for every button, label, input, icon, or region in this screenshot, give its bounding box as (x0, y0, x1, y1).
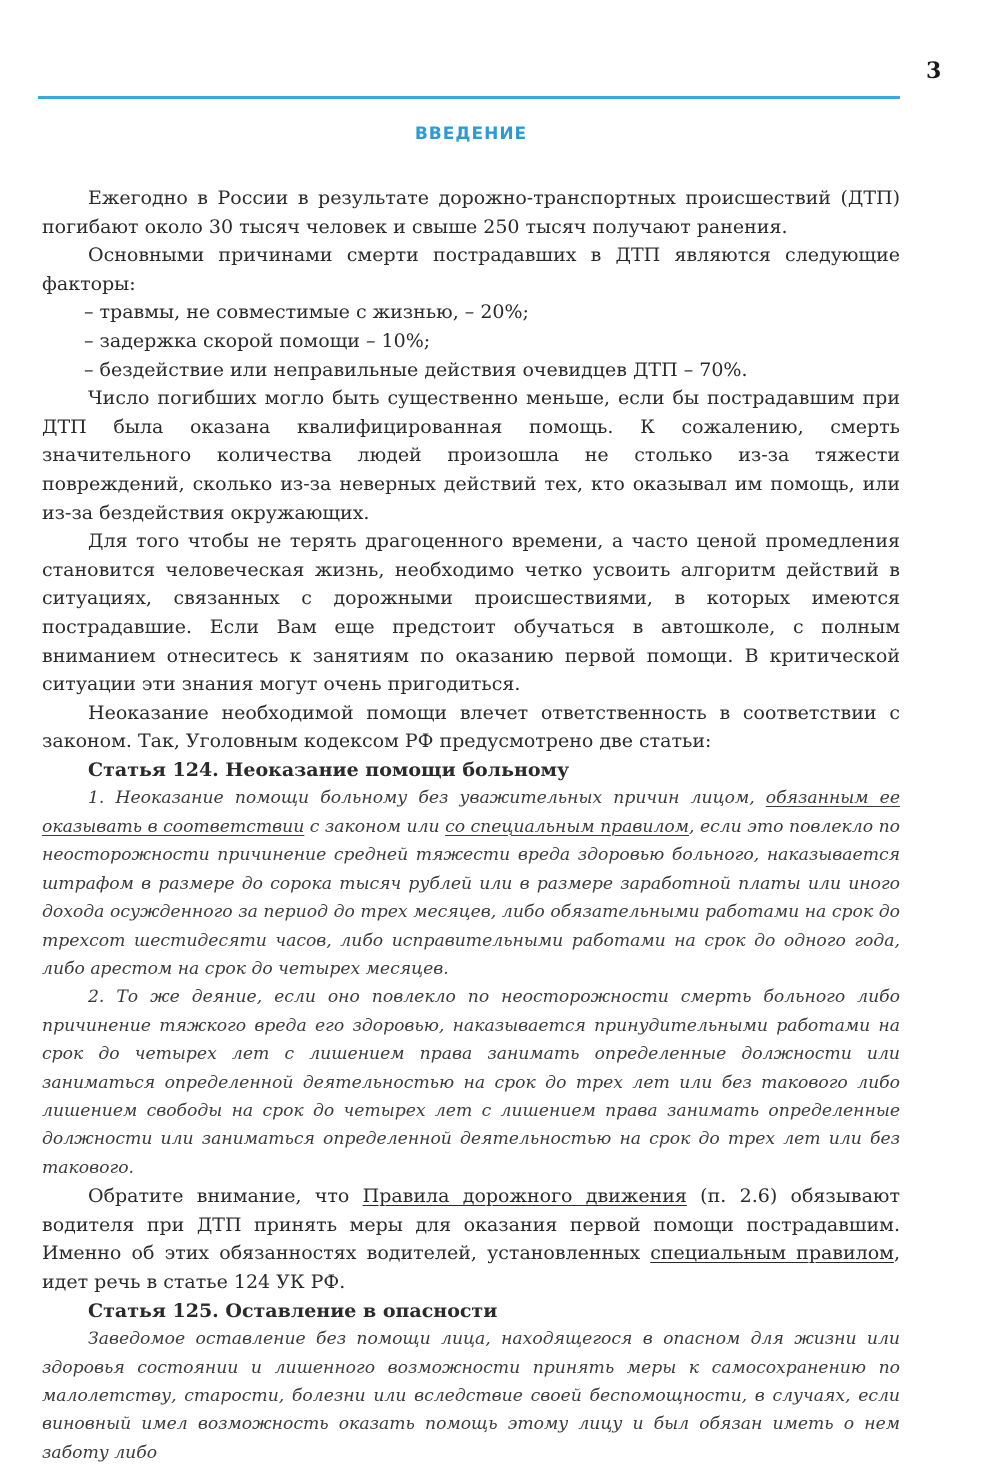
underlined-phrase: со специальным правилом (445, 816, 689, 837)
note-paragraph: Обратите внимание, что Правила дорожного движения (п. 2.6) обязывают водителя при ДТП принять меры для оказания первой помощи пострадавшим. Именно об этих обязанностях водителей, установленных специальным правилом, идет речь в статье 124 УК РФ. (42, 1185, 900, 1293)
article-124-part-2: 2. То же деяние, если оно повлекло по неосторожности смерть больного либо причинение тяжкого вреда его здоровью, наказывается принудительными работами на срок до четырех лет с лишением права занимать определенные должности или заниматься определенной деятельностью на срок до трех лет или без такового либо лишением свободы на срок до четырех лет с лишением права занимать определенные должности или заниматься определенной деятельностью на срок до трех лет или без такового. (42, 987, 900, 1178)
causes-list (42, 298, 900, 384)
intro-paragraph-2: Основными причинами смерти пострадавших в ДТП являются следующие факторы: (42, 244, 900, 295)
underlined-phrase: специальным правилом (650, 1242, 894, 1265)
section-heading: ВВЕДЕНИЕ (414, 124, 528, 144)
intro-paragraph-3: Число погибших могло быть существенно меньше, если бы пострадавшим при ДТП была оказана квалифицированная помощь. К сожалению, смерть значительного количества людей произошла не столько из-за тяжести повреждений, сколько из-за неверных действий тех, кто оказывал им помощь, или из-за бездействия окружающих. (42, 387, 900, 524)
underlined-phrase: обязанным ее оказывать в соответствии (42, 788, 900, 837)
page-number: 3 (926, 58, 942, 84)
article-124-part-1: 1. Неоказание помощи больному без уважительных причин лицом, обязанным ее оказывать в соответствии с законом или со специальным правилом, если это повлекло по неосторожности причинение средней тяжести вреда здоровью больного, наказывается штрафом в размере до сорока тысяч рублей или в размере заработной платы или иного дохода осужденного за период до трех месяцев, либо обязательными работами на срок до трехсот шестидесяти часов, либо исправительными работами на срок до одного года, либо арестом на срок до четырех месяцев. (42, 788, 900, 979)
intro-paragraph-5: Неоказание необходимой помощи влечет ответственность в соответствии с законом. Так, Уголовным кодексом РФ предусмотрено две статьи: (42, 701, 900, 753)
header-rule (38, 96, 900, 99)
article-125-part-1: Заведомое оставление без помощи лица, находящегося в опасном для жизни или здоровья состоянии и лишенного возможности принять меры к самосохранению по малолетству, старости, болезни или вследствие своей беспомощности, в случаях, если виновный имел возможность оказать помощь этому лицу и был обязан иметь о нем заботу либо (42, 1329, 900, 1463)
page-content (42, 124, 900, 1467)
intro-paragraph-4: Для того чтобы не терять драгоценного времени, а часто ценой промедления становится человеческая жизнь, необходимо четко усвоить алгоритм действий в ситуациях, связанных с дорожными происшествиями, в которых имеются пострадавшие. Если Вам еще предстоит обучаться в автошколе, с полным вниманием отнеситесь к занятиям по оказанию первой помощи. В критической ситуации эти знания могут очень пригодиться. (42, 530, 900, 696)
intro-paragraph-1: Ежегодно в России в результате дорожно-транспортных происшествий (ДТП) погибают около 30 тысяч человек и свыше 250 тысяч получают ранения. (42, 187, 900, 238)
article-124-text (42, 784, 900, 1182)
list-item: – травмы, не совместимые с жизнью, – 20%; (84, 301, 529, 324)
underlined-phrase: Правила дорожного движения (362, 1185, 687, 1208)
article-125-title: Статья 125. Оставление в опасности (88, 1299, 498, 1322)
article-124-title: Статья 124. Неоказание помощи больному (88, 758, 570, 781)
article-125-text (42, 1325, 900, 1467)
list-item: – задержка скорой помощи – 10%; (84, 329, 431, 352)
list-item: – бездействие или неправильные действия очевидцев ДТП – 70%. (84, 358, 748, 381)
